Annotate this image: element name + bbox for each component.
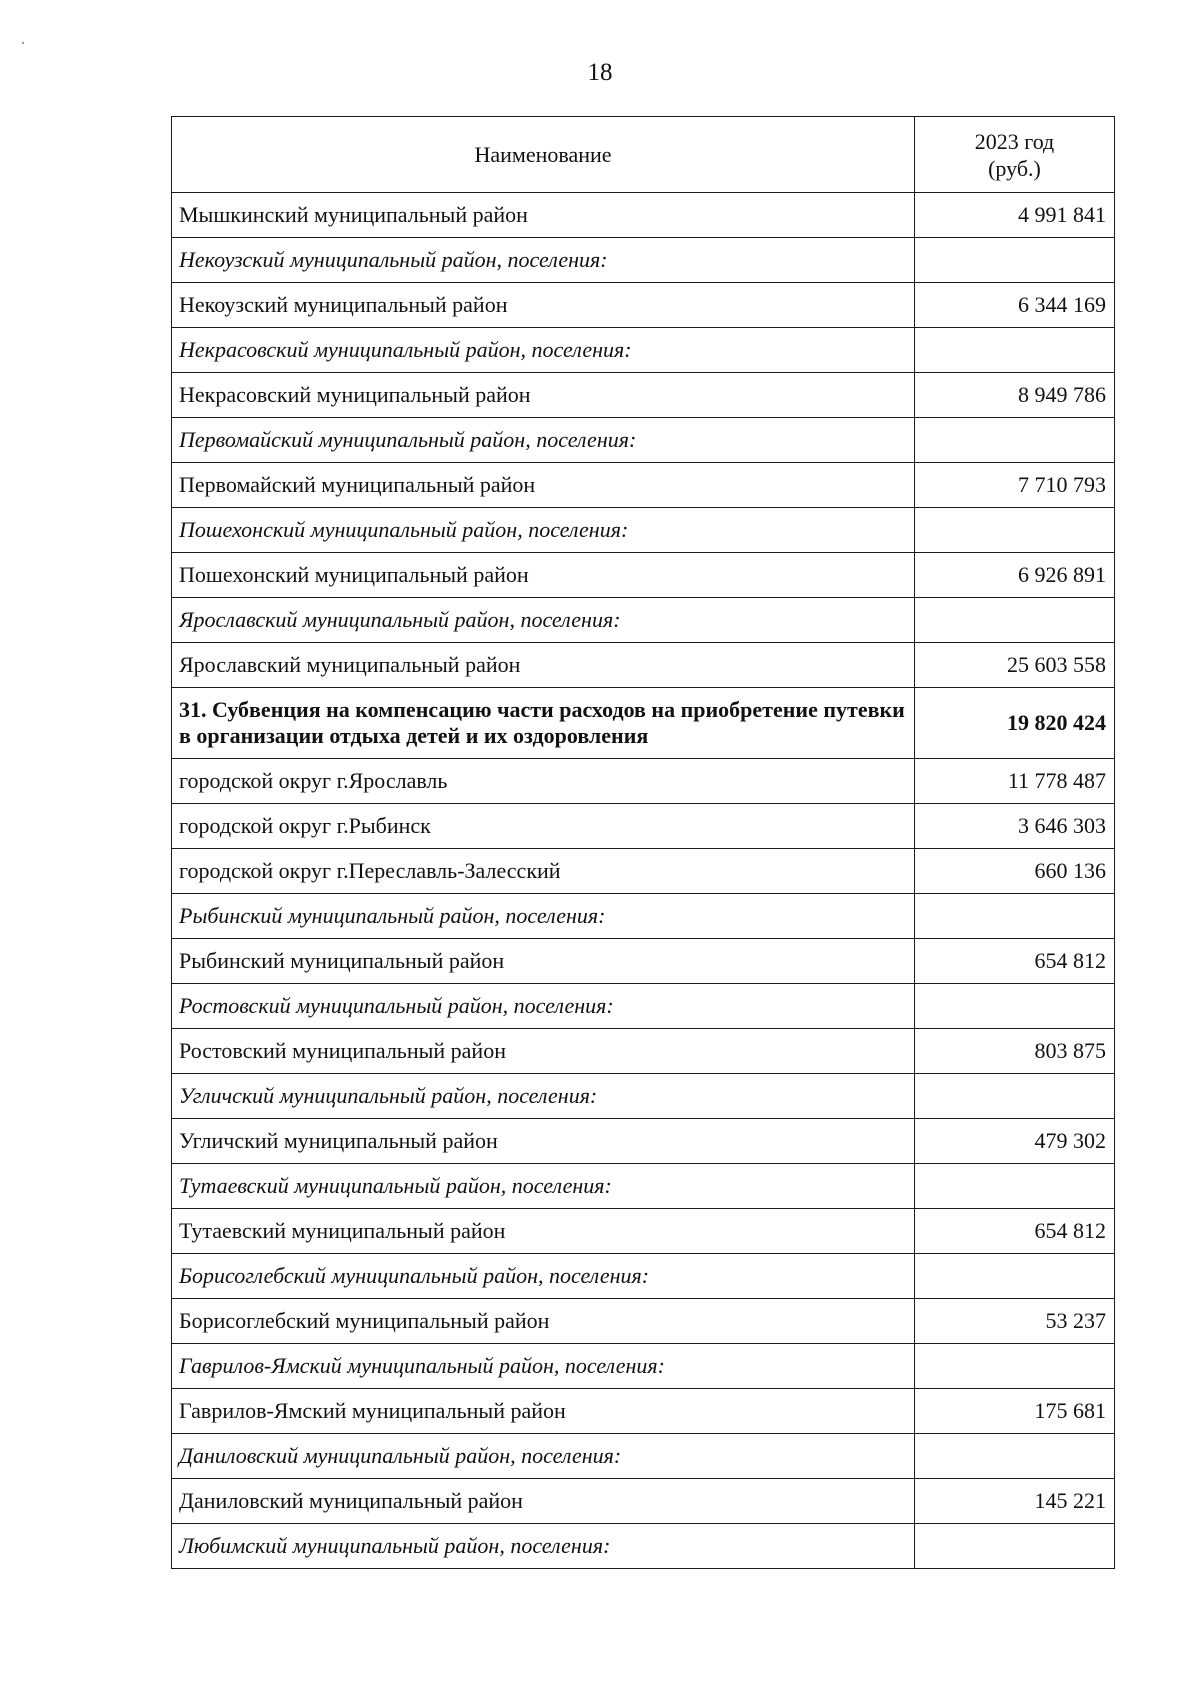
table-row	[172, 1389, 1115, 1434]
group-heading-row	[172, 1524, 1115, 1569]
group-heading-row	[172, 238, 1115, 283]
row-amount	[915, 508, 1115, 553]
table-row	[172, 1029, 1115, 1074]
row-amount: 660 136	[915, 849, 1115, 894]
row-amount	[915, 1434, 1115, 1479]
row-name: Пошехонский муниципальный район, поселения:	[172, 508, 915, 553]
table-row	[172, 804, 1115, 849]
row-name: Первомайский муниципальный район	[172, 463, 915, 508]
row-amount	[915, 894, 1115, 939]
table-header	[172, 117, 1115, 193]
table-body	[172, 193, 1115, 1569]
table-row	[172, 939, 1115, 984]
row-amount: 175 681	[915, 1389, 1115, 1434]
row-amount	[915, 328, 1115, 373]
row-name: 31. Субвенция на компенсацию части расходов на приобретение путевки в организации отдыха детей и их оздоровления	[172, 688, 915, 759]
row-name: Некоузский муниципальный район	[172, 283, 915, 328]
header-amount	[915, 117, 1115, 193]
group-heading-row	[172, 1164, 1115, 1209]
row-name: городской округ г.Переславль-Залесский	[172, 849, 915, 894]
group-heading-row	[172, 418, 1115, 463]
row-amount	[915, 1164, 1115, 1209]
row-name: Мышкинский муниципальный район	[172, 193, 915, 238]
row-name: Угличский муниципальный район	[172, 1119, 915, 1164]
budget-table	[171, 116, 1115, 1569]
row-name: городской округ г.Рыбинск	[172, 804, 915, 849]
table-row	[172, 759, 1115, 804]
table-row	[172, 643, 1115, 688]
header-row	[172, 117, 1115, 193]
table-row	[172, 373, 1115, 418]
row-amount: 11 778 487	[915, 759, 1115, 804]
page-number: 18	[587, 59, 613, 86]
header-amount-unit: (руб.)	[988, 155, 1041, 181]
row-name: Ростовский муниципальный район	[172, 1029, 915, 1074]
group-heading-row	[172, 894, 1115, 939]
group-heading-row	[172, 984, 1115, 1029]
group-heading-row	[172, 328, 1115, 373]
row-amount: 7 710 793	[915, 463, 1115, 508]
row-name: Борисоглебский муниципальный район	[172, 1299, 915, 1344]
row-amount	[915, 418, 1115, 463]
row-name: Даниловский муниципальный район	[172, 1479, 915, 1524]
row-name: Рыбинский муниципальный район	[172, 939, 915, 984]
header-amount-year: 2023 год	[974, 128, 1055, 154]
row-amount	[915, 1524, 1115, 1569]
row-name: Рыбинский муниципальный район, поселения:	[172, 894, 915, 939]
table-row	[172, 463, 1115, 508]
row-name: Некрасовский муниципальный район	[172, 373, 915, 418]
row-amount: 803 875	[915, 1029, 1115, 1074]
row-name: Некоузский муниципальный район, поселения:	[172, 238, 915, 283]
row-amount	[915, 238, 1115, 283]
row-amount	[915, 984, 1115, 1029]
row-amount: 654 812	[915, 1209, 1115, 1254]
table-row	[172, 193, 1115, 238]
group-heading-row	[172, 1344, 1115, 1389]
header-name: Наименование	[172, 117, 915, 193]
row-amount: 6 344 169	[915, 283, 1115, 328]
table-row	[172, 1119, 1115, 1164]
row-name: Любимский муниципальный район, поселения:	[172, 1524, 915, 1569]
group-heading-row	[172, 508, 1115, 553]
row-name: Даниловский муниципальный район, поселения:	[172, 1434, 915, 1479]
scan-speck	[22, 42, 24, 44]
group-heading-row	[172, 1434, 1115, 1479]
row-amount: 3 646 303	[915, 804, 1115, 849]
row-name: Тутаевский муниципальный район	[172, 1209, 915, 1254]
group-heading-row	[172, 598, 1115, 643]
group-heading-row	[172, 1254, 1115, 1299]
table-row	[172, 1299, 1115, 1344]
row-name: Тутаевский муниципальный район, поселения:	[172, 1164, 915, 1209]
group-heading-row	[172, 1074, 1115, 1119]
row-amount: 25 603 558	[915, 643, 1115, 688]
row-name: Ярославский муниципальный район, поселения:	[172, 598, 915, 643]
row-amount: 53 237	[915, 1299, 1115, 1344]
table-row	[172, 1209, 1115, 1254]
row-name: городской округ г.Ярославль	[172, 759, 915, 804]
row-name: Некрасовский муниципальный район, поселения:	[172, 328, 915, 373]
row-name: Ростовский муниципальный район, поселения:	[172, 984, 915, 1029]
row-amount	[915, 598, 1115, 643]
table-row	[172, 849, 1115, 894]
row-amount: 479 302	[915, 1119, 1115, 1164]
row-name: Гаврилов-Ямский муниципальный район	[172, 1389, 915, 1434]
row-amount: 8 949 786	[915, 373, 1115, 418]
row-amount	[915, 1254, 1115, 1299]
section-total-row	[172, 688, 1115, 759]
row-name: Гаврилов-Ямский муниципальный район, поселения:	[172, 1344, 915, 1389]
row-amount: 145 221	[915, 1479, 1115, 1524]
row-amount	[915, 1074, 1115, 1119]
row-name: Борисоглебский муниципальный район, поселения:	[172, 1254, 915, 1299]
row-name: Ярославский муниципальный район	[172, 643, 915, 688]
table-row	[172, 283, 1115, 328]
row-amount	[915, 1344, 1115, 1389]
row-amount: 654 812	[915, 939, 1115, 984]
row-amount: 6 926 891	[915, 553, 1115, 598]
row-amount: 19 820 424	[915, 688, 1115, 759]
row-name: Угличский муниципальный район, поселения:	[172, 1074, 915, 1119]
row-amount: 4 991 841	[915, 193, 1115, 238]
table-row	[172, 553, 1115, 598]
row-name: Первомайский муниципальный район, поселения:	[172, 418, 915, 463]
row-name: Пошехонский муниципальный район	[172, 553, 915, 598]
table-row	[172, 1479, 1115, 1524]
